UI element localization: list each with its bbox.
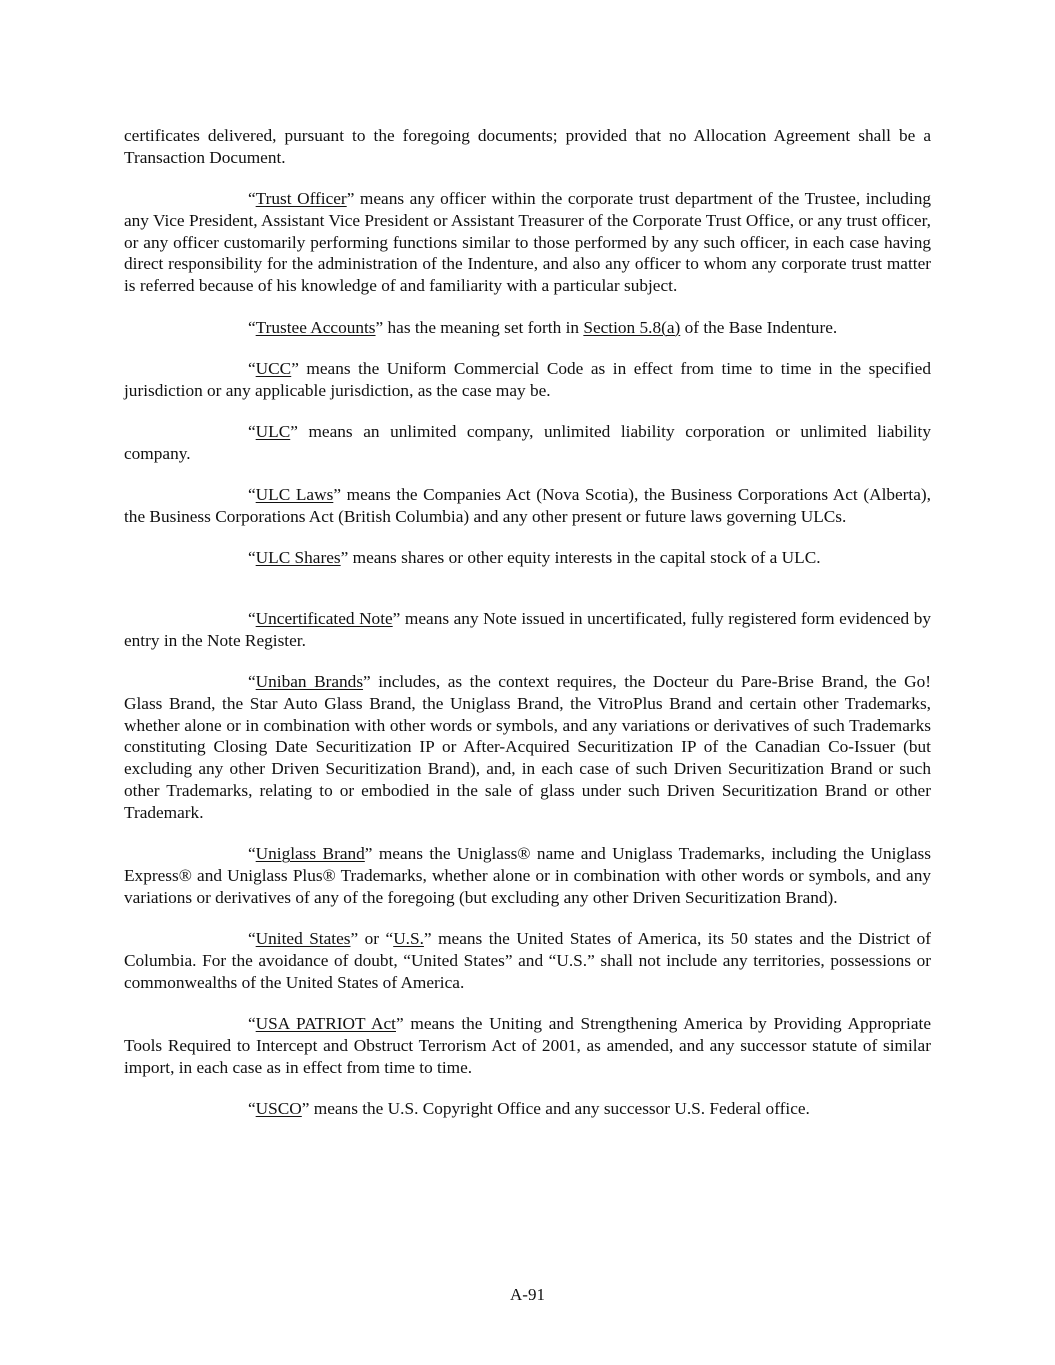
definition-ulc-shares: “ULC Shares” means shares or other equity interests in the capital stock of a ULC. <box>248 548 821 568</box>
definition-ulc-laws: “ULC Laws” means the Companies Act (Nova Scotia), the Business Corporations Act (Alberta), the Business Corporations Act (British Columbia) and any other present or future laws governing ULCs. <box>124 485 931 526</box>
intro-paragraph: certificates delivered, pursuant to the foregoing documents; provided that no Allocation Agreement shall be a Transaction Document. <box>124 126 931 167</box>
defined-term: U.S. <box>393 929 424 949</box>
defined-term: Uncertificated Note <box>255 608 393 628</box>
page-number: A-91 <box>510 1285 545 1304</box>
defined-term: Uniban Brands <box>255 672 364 692</box>
section-reference: Section 5.8(a) <box>583 317 681 337</box>
definition-uniglass-brand: “Uniglass Brand” means the Uniglass® name and Uniglass Trademarks, including the Uniglass Express® and Uniglass Plus® Trademarks, whether alone or in combination with other words or symbols, and any variations or derivatives of any of the foregoing (but excluding any other Driven Securitization Brand). <box>124 844 931 907</box>
definition-ulc: “ULC” means an unlimited company, unlimited liability corporation or unlimited liability company. <box>124 421 931 463</box>
definition-trustee-accounts: “Trustee Accounts” has the meaning set forth in Section 5.8(a) of the Base Indenture. <box>248 317 838 337</box>
defined-term: ULC Shares <box>255 548 341 568</box>
definition-united-states: “United States” or “U.S.” means the United States of America, its 50 states and the District of Columbia. For the avoidance of doubt, “United States” and “U.S.” shall not include any territories, possessions or commonwealths of the United States of America. <box>124 929 931 992</box>
definition-usa-patriot-act: “USA PATRIOT Act” means the Uniting and Strengthening America by Providing Appropriate Tools Required to Intercept and Obstruct Terrorism Act of 2001, as amended, and any successor statute of similar import, in each case as in effect from time to time. <box>124 1013 931 1077</box>
defined-term: USCO <box>255 1098 302 1118</box>
definition-uncertificated-note: “Uncertificated Note” means any Note issued in uncertificated, fully registered form evidenced by entry in the Note Register. <box>124 608 931 650</box>
defined-term: ULC Laws <box>255 485 334 505</box>
definition-uniban-brands: “Uniban Brands” includes, as the context requires, the Docteur du Pare-Brise Brand, the Go! Glass Brand, the Star Auto Glass Brand, the Uniglass Brand, the VitroPlus Brand and certain other Trademarks, whether alone or in combination with other words or symbols, and any variations or derivatives of such Trademarks constituting Closing Date Securitization IP or After-Acquired Securitization IP of the Canadian Co-Issuer (but excluding any other Driven Securitization Brand), and, in each case of such Driven Securitization Brand or such other Trademarks, relating to or embodied in the sale of glass under such Driven Securitization Brand or other Trademark. <box>124 672 931 822</box>
definition-trust-officer: “Trust Officer” means any officer within the corporate trust department of the Trustee, including any Vice President, Assistant Vice President or Assistant Treasurer of the Corporate Trust Office, or any trust officer, or any officer customarily performing functions similar to those performed by any such officer, in each case having direct responsibility for the administration of the Indenture, and also any officer to whom any corporate trust matter is referred because of his knowledge of and familiarity with a particular subject. <box>124 189 931 296</box>
defined-term: UCC <box>255 358 292 378</box>
defined-term: United States <box>255 929 351 949</box>
document-page <box>124 125 931 1139</box>
defined-term: ULC <box>255 421 291 441</box>
defined-term: Trust Officer <box>255 189 347 209</box>
definition-usco: “USCO” means the U.S. Copyright Office and any successor U.S. Federal office. <box>248 1098 810 1118</box>
defined-term: USA PATRIOT Act <box>255 1013 396 1033</box>
defined-term: Uniglass Brand <box>255 844 365 864</box>
defined-term: Trustee Accounts <box>255 317 376 337</box>
definition-ucc: “UCC” means the Uniform Commercial Code as in effect from time to time in the specified jurisdiction or any applicable jurisdiction, as the case may be. <box>124 358 931 400</box>
